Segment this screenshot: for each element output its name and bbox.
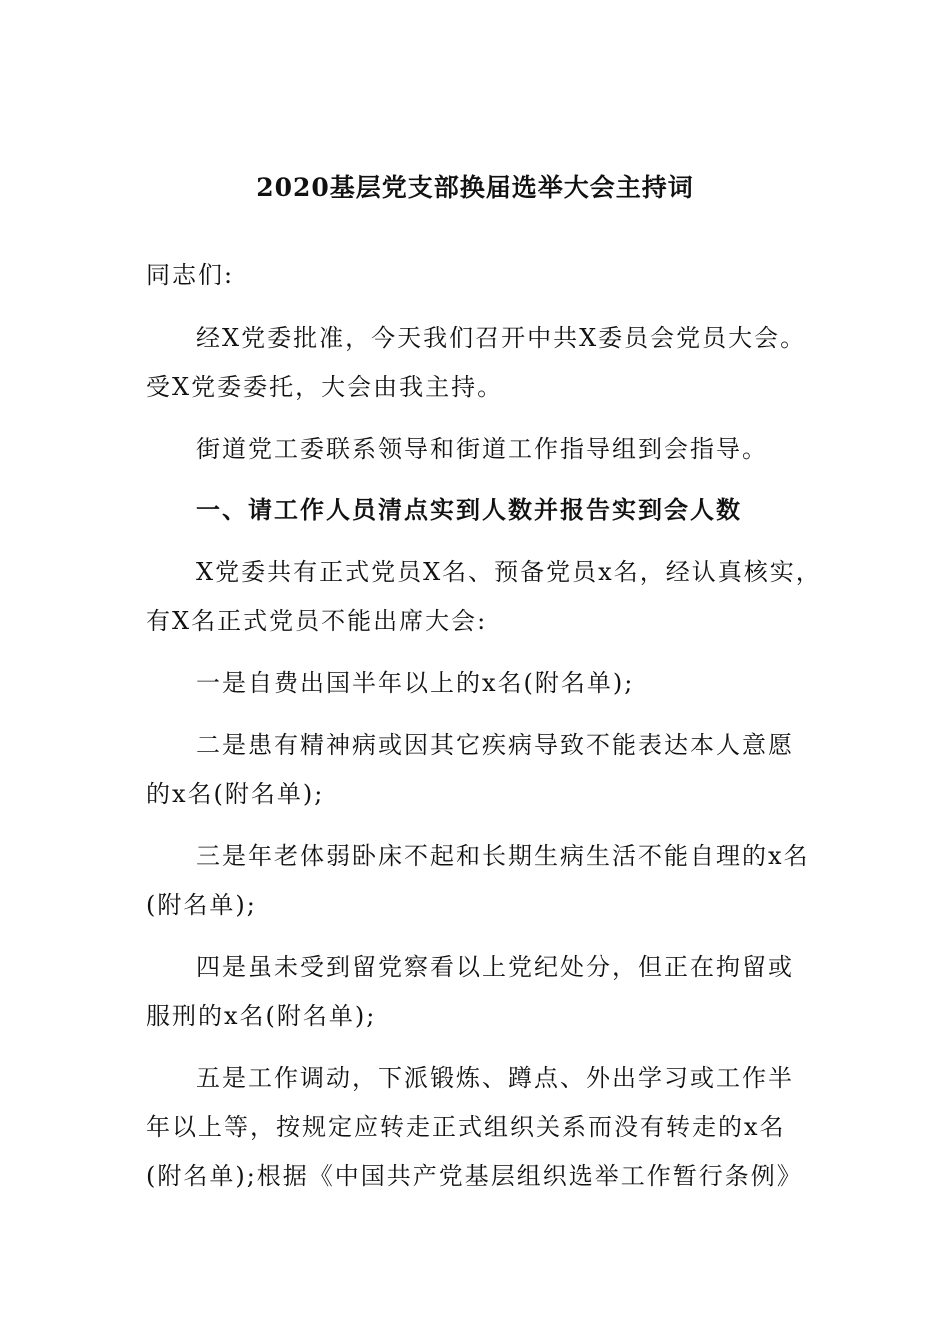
paragraph-line: (附名单);	[146, 891, 257, 919]
paragraph-line: 有X名正式党员不能出席大会:	[146, 607, 488, 635]
salutation: 同志们:	[146, 261, 235, 289]
paragraph-line: 街道党工委联系领导和街道工作指导组到会指导。	[196, 435, 768, 463]
paragraph-line: 五是工作调动，下派锻炼、蹲点、外出学习或工作半	[196, 1064, 794, 1092]
paragraph-line: 二是患有精神病或因其它疾病导致不能表达本人意愿	[196, 731, 794, 759]
paragraph-line: 三是年老体弱卧床不起和长期生病生活不能自理的x名	[196, 842, 810, 870]
paragraph-line: (附名单);根据《中国共产党基层组织选举工作暂行条例》	[146, 1162, 803, 1190]
paragraph-line: 四是虽未受到留党察看以上党纪处分，但正在拘留或	[196, 953, 794, 981]
document-title: 2020基层党支部换届选举大会主持词	[256, 173, 694, 202]
paragraph-line: X党委共有正式党员X名、预备党员x名，经认真核实，	[196, 558, 822, 586]
paragraph-line: 经X党委批准，今天我们召开中共X委员会党员大会。	[196, 324, 807, 352]
section-heading: 一、请工作人员清点实到人数并报告实到会人数	[196, 495, 742, 524]
paragraph-line: 一是自费出国半年以上的x名(附名单);	[196, 669, 635, 697]
paragraph-line: 的x名(附名单);	[146, 780, 325, 808]
paragraph-line: 服刑的x名(附名单);	[146, 1002, 377, 1030]
paragraph-line: 年以上等，按规定应转走正式组织关系而没有转走的x名	[146, 1113, 786, 1141]
paragraph-line: 受X党委委托，大会由我主持。	[146, 373, 504, 401]
